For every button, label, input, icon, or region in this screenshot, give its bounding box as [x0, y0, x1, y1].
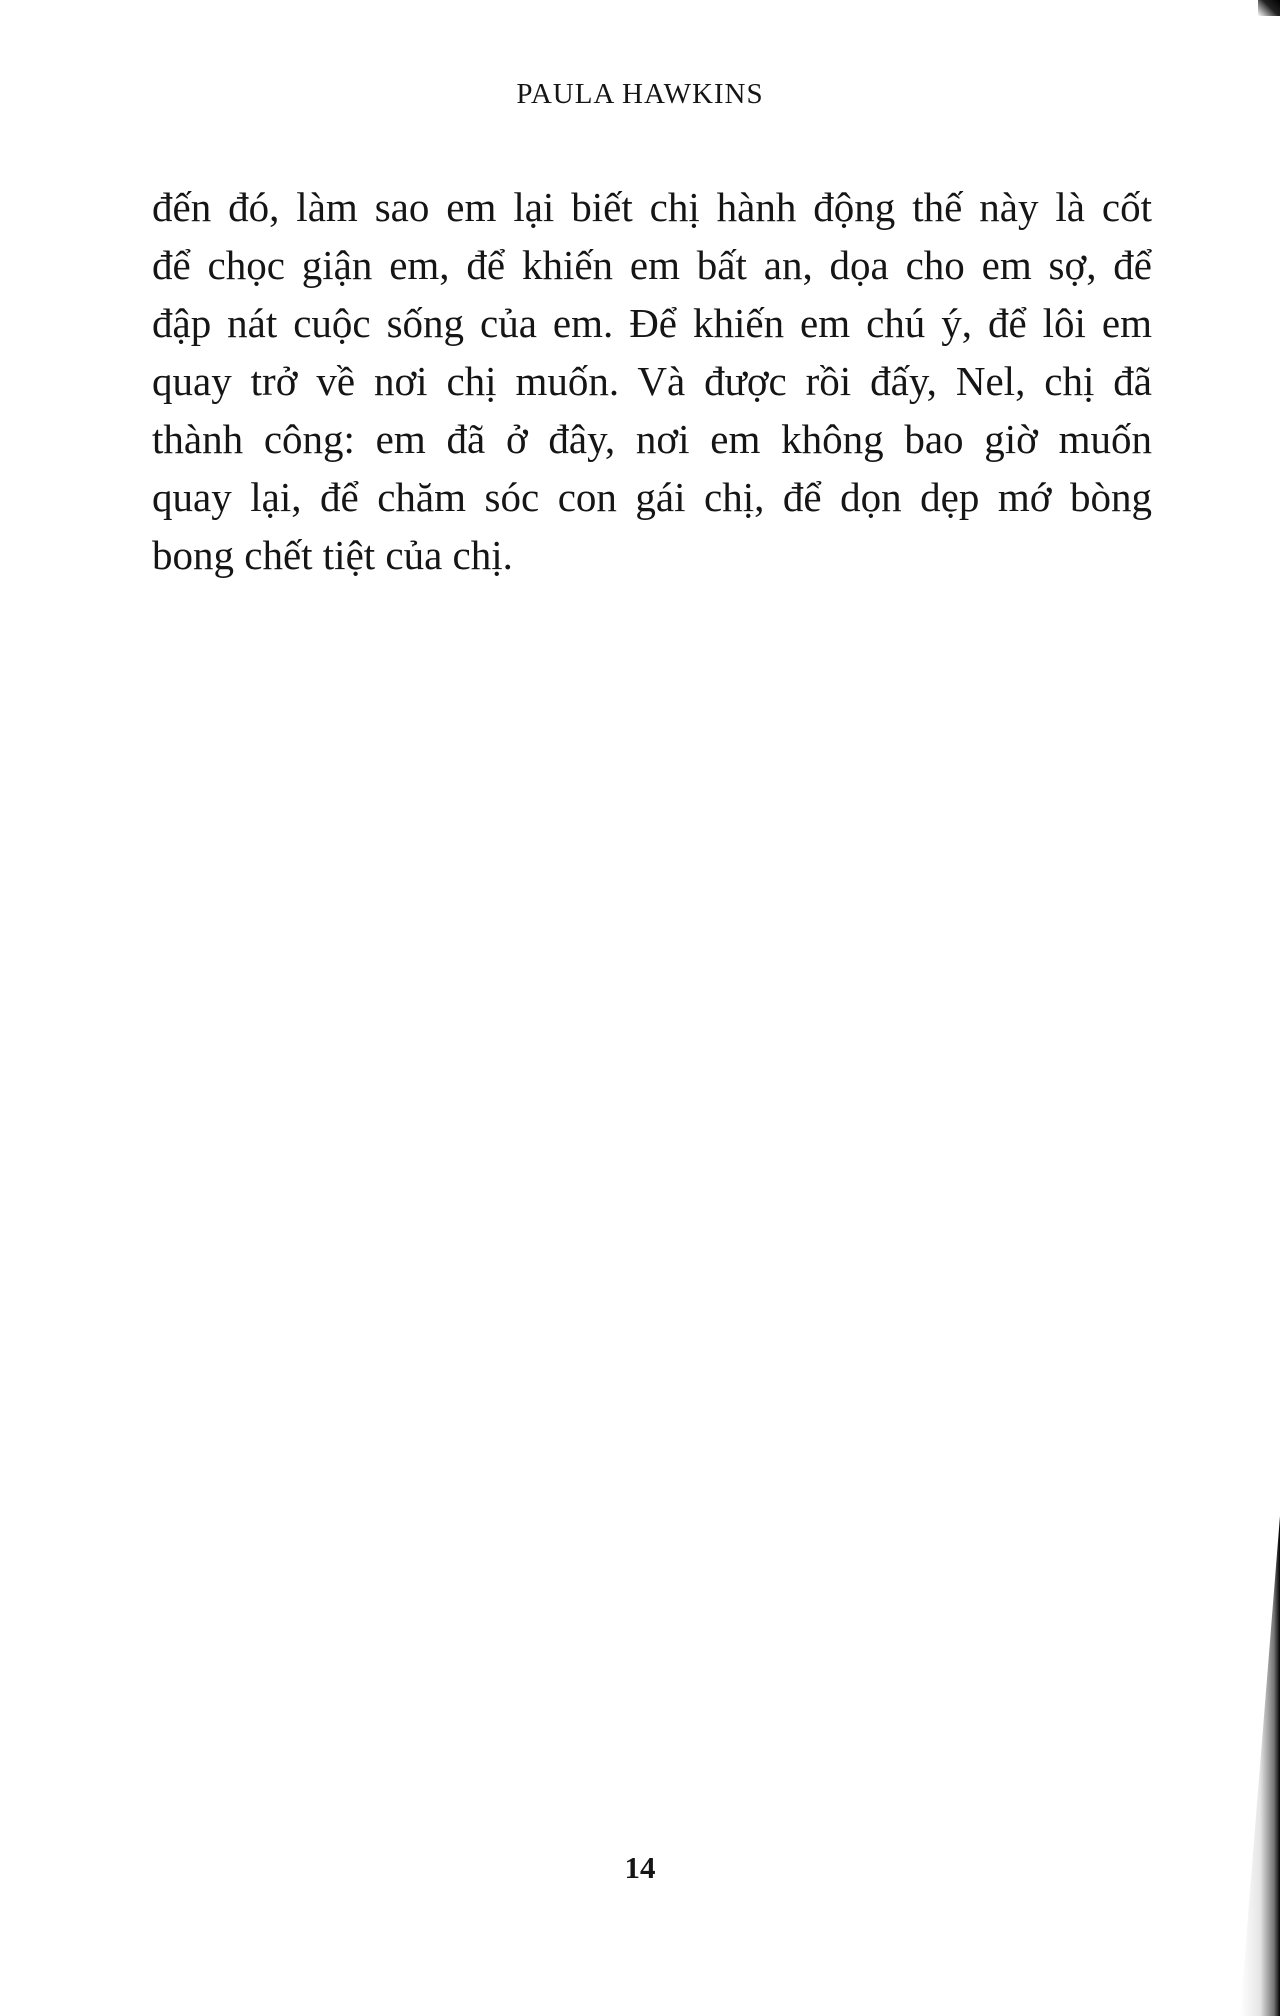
text-line: để chọc giận em, để khiến em bất an, dọa cho em sợ, để	[152, 242, 1152, 288]
text-line: đập nát cuộc sống của em. Để khiến em chú ý, để lôi em	[152, 300, 1152, 346]
text-line: thành công: em đã ở đây, nơi em không bao giờ muốn	[152, 416, 1152, 462]
scan-edge-shadow	[1240, 1516, 1280, 2016]
scan-corner-shadow	[1258, 0, 1280, 16]
running-head: PAULA HAWKINS	[516, 78, 764, 110]
text-line: đến đó, làm sao em lại biết chị hành động thế này là cốt	[152, 184, 1152, 230]
text-line: quay trở về nơi chị muốn. Và được rồi đấy, Nel, chị đã	[152, 358, 1152, 404]
text-line: bong chết tiệt của chị.	[152, 532, 513, 578]
text-line: quay lại, để chăm sóc con gái chị, để dọn dẹp mớ bòng	[152, 474, 1152, 520]
body-paragraph	[152, 178, 1152, 584]
page-number: 14	[624, 1850, 656, 1885]
